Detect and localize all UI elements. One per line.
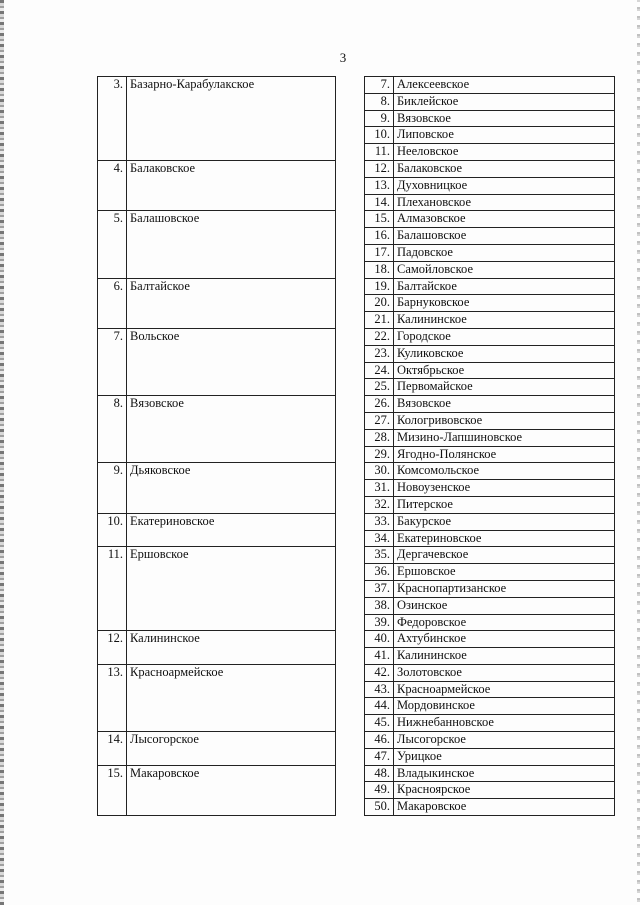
settlement-name: Красноармейское	[394, 681, 615, 698]
settlement-name: Дергачевское	[394, 547, 615, 564]
column-gap	[336, 160, 365, 210]
settlement-number: 27.	[365, 412, 394, 429]
table-row	[98, 328, 615, 345]
settlement-name: Мордовинское	[394, 698, 615, 715]
settlement-number: 14.	[365, 194, 394, 211]
column-gap	[336, 463, 365, 513]
settlement-name: Вязовское	[394, 110, 615, 127]
column-gap	[336, 664, 365, 731]
settlement-number: 50.	[365, 799, 394, 816]
settlement-number: 18.	[365, 261, 394, 278]
district-number: 13.	[98, 664, 127, 731]
district-number: 5.	[98, 211, 127, 278]
settlement-number: 10.	[365, 127, 394, 144]
settlement-name: Барнуковское	[394, 295, 615, 312]
settlement-number: 49.	[365, 782, 394, 799]
settlement-name: Краснопартизанское	[394, 580, 615, 597]
settlement-name: Духовницкое	[394, 177, 615, 194]
district-number: 11.	[98, 547, 127, 631]
settlement-name: Липовское	[394, 127, 615, 144]
settlement-name: Алексеевское	[394, 77, 615, 94]
settlement-number: 40.	[365, 631, 394, 648]
table-row	[98, 765, 615, 782]
settlement-number: 8.	[365, 93, 394, 110]
settlement-number: 33.	[365, 513, 394, 530]
district-name: Вольское	[127, 328, 336, 395]
settlement-name: Урицкое	[394, 748, 615, 765]
settlement-name: Владыкинское	[394, 765, 615, 782]
district-name: Балтайское	[127, 278, 336, 328]
column-gap	[336, 328, 365, 395]
settlement-number: 41.	[365, 648, 394, 665]
column-gap	[336, 631, 365, 665]
settlement-number: 36.	[365, 564, 394, 581]
district-number: 7.	[98, 328, 127, 395]
district-name: Красноармейское	[127, 664, 336, 731]
settlement-number: 48.	[365, 765, 394, 782]
settlement-number: 24.	[365, 362, 394, 379]
settlement-name: Вязовское	[394, 396, 615, 413]
settlement-number: 45.	[365, 715, 394, 732]
settlement-number: 39.	[365, 614, 394, 631]
district-number: 12.	[98, 631, 127, 665]
column-gap	[336, 513, 365, 547]
settlement-number: 29.	[365, 446, 394, 463]
settlement-number: 12.	[365, 160, 394, 177]
table-row	[98, 631, 615, 648]
settlement-number: 25.	[365, 379, 394, 396]
district-name: Калининское	[127, 631, 336, 665]
column-gap	[336, 77, 365, 161]
settlement-name: Куликовское	[394, 345, 615, 362]
table-row	[98, 77, 615, 94]
district-number: 3.	[98, 77, 127, 161]
settlement-number: 15.	[365, 211, 394, 228]
settlement-name: Ягодно-Полянское	[394, 446, 615, 463]
settlement-number: 9.	[365, 110, 394, 127]
settlement-number: 26.	[365, 396, 394, 413]
district-name: Екатериновское	[127, 513, 336, 547]
settlement-name: Золотовское	[394, 664, 615, 681]
settlement-number: 20.	[365, 295, 394, 312]
table-row	[98, 211, 615, 228]
district-name: Макаровское	[127, 765, 336, 815]
district-name: Вязовское	[127, 396, 336, 463]
district-name: Ершовское	[127, 547, 336, 631]
settlement-name: Ершовское	[394, 564, 615, 581]
settlement-name: Биклейское	[394, 93, 615, 110]
settlement-name: Екатериновское	[394, 530, 615, 547]
settlement-name: Озинское	[394, 597, 615, 614]
settlement-name: Плехановское	[394, 194, 615, 211]
settlement-name: Балтайское	[394, 278, 615, 295]
settlement-number: 21.	[365, 312, 394, 329]
settlement-number: 11.	[365, 144, 394, 161]
column-gap	[336, 732, 365, 766]
table-row	[98, 547, 615, 564]
settlement-name: Питерское	[394, 496, 615, 513]
settlement-name: Нееловское	[394, 144, 615, 161]
table-row	[98, 513, 615, 530]
table-row	[98, 160, 615, 177]
settlement-number: 22.	[365, 328, 394, 345]
column-gap	[336, 765, 365, 815]
settlement-name: Балаковское	[394, 160, 615, 177]
district-number: 9.	[98, 463, 127, 513]
settlement-name: Самойловское	[394, 261, 615, 278]
settlement-number: 34.	[365, 530, 394, 547]
settlement-name: Федоровское	[394, 614, 615, 631]
column-gap	[336, 396, 365, 463]
settlement-name: Лысогорское	[394, 732, 615, 749]
settlement-number: 19.	[365, 278, 394, 295]
settlement-name: Ахтубинское	[394, 631, 615, 648]
settlement-number: 7.	[365, 77, 394, 94]
settlement-number: 38.	[365, 597, 394, 614]
district-number: 6.	[98, 278, 127, 328]
settlement-name: Калининское	[394, 648, 615, 665]
settlement-number: 35.	[365, 547, 394, 564]
table-row	[98, 463, 615, 480]
column-gap	[336, 547, 365, 631]
settlement-name: Макаровское	[394, 799, 615, 816]
settlement-number: 31.	[365, 480, 394, 497]
settlement-name: Калининское	[394, 312, 615, 329]
settlement-name: Балашовское	[394, 228, 615, 245]
table-row	[98, 396, 615, 413]
district-name: Балашовское	[127, 211, 336, 278]
district-name: Лысогорское	[127, 732, 336, 766]
district-number: 10.	[98, 513, 127, 547]
settlement-name: Октябрьское	[394, 362, 615, 379]
settlement-number: 32.	[365, 496, 394, 513]
settlement-number: 30.	[365, 463, 394, 480]
table-row	[98, 664, 615, 681]
district-name: Балаковское	[127, 160, 336, 210]
settlement-number: 37.	[365, 580, 394, 597]
settlement-number: 17.	[365, 244, 394, 261]
settlement-number: 44.	[365, 698, 394, 715]
table-row	[98, 732, 615, 749]
column-gap	[336, 278, 365, 328]
settlement-number: 43.	[365, 681, 394, 698]
settlement-number: 16.	[365, 228, 394, 245]
settlement-number: 42.	[365, 664, 394, 681]
page-number: 3	[339, 50, 347, 65]
settlement-name: Городское	[394, 328, 615, 345]
settlement-name: Бакурское	[394, 513, 615, 530]
settlement-name: Новоузенское	[394, 480, 615, 497]
settlement-name: Красноярское	[394, 782, 615, 799]
district-number: 15.	[98, 765, 127, 815]
settlement-number: 47.	[365, 748, 394, 765]
districts-table-body	[98, 77, 615, 816]
scan-edge-left	[0, 0, 4, 905]
district-number: 8.	[98, 396, 127, 463]
settlement-name: Комсомольское	[394, 463, 615, 480]
settlement-name: Падовское	[394, 244, 615, 261]
settlement-number: 46.	[365, 732, 394, 749]
column-gap	[336, 211, 365, 278]
settlement-name: Кологривовское	[394, 412, 615, 429]
settlement-number: 23.	[365, 345, 394, 362]
settlement-number: 28.	[365, 429, 394, 446]
settlement-name: Нижнебанновское	[394, 715, 615, 732]
settlement-name: Алмазовское	[394, 211, 615, 228]
district-number: 4.	[98, 160, 127, 210]
district-name: Дьяковское	[127, 463, 336, 513]
districts-table	[97, 76, 615, 816]
settlement-name: Мизино-Лапшиновское	[394, 429, 615, 446]
district-name: Базарно-Карабулакское	[127, 77, 336, 161]
settlement-name: Первомайское	[394, 379, 615, 396]
table-row	[98, 278, 615, 295]
district-number: 14.	[98, 732, 127, 766]
settlement-number: 13.	[365, 177, 394, 194]
